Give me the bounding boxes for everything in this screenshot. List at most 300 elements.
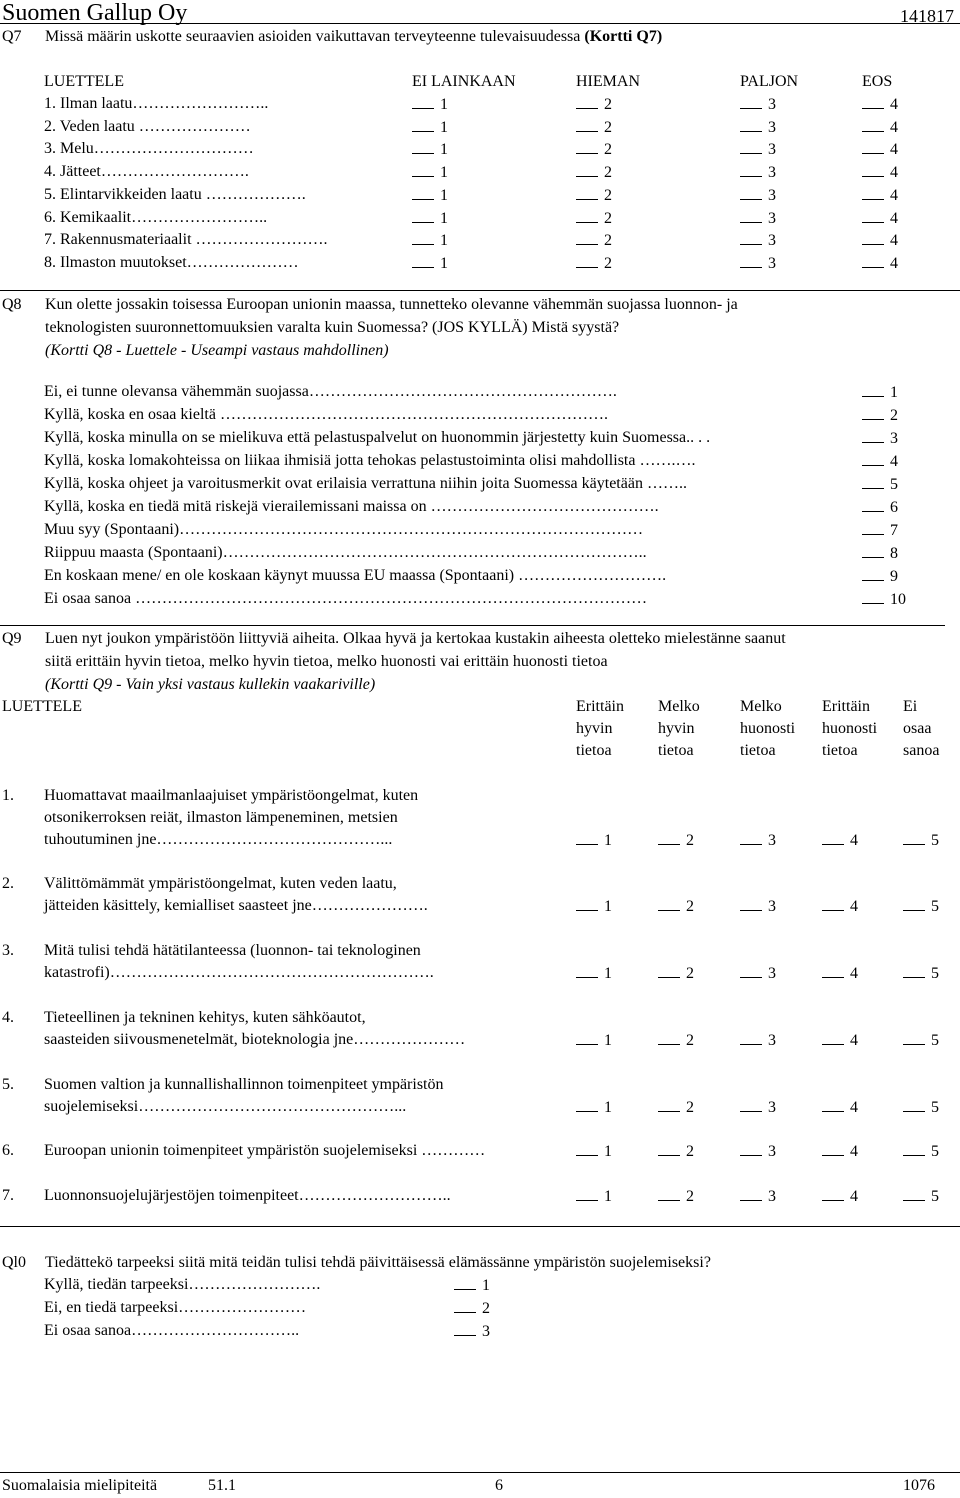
q9-item-3-option-5[interactable] [903,963,939,984]
q8-option-8[interactable] [862,543,898,564]
answer-code: 3 [768,1143,776,1160]
answer-blank[interactable] [862,474,884,489]
answer-code: 4 [890,453,898,470]
answer-blank[interactable] [740,139,762,154]
q10-option-2[interactable] [454,1298,490,1319]
q9-item-2-option-5[interactable] [903,896,939,917]
q8-option-label: Kyllä, koska minulla on se mielikuva että pelastuspalvelut on huonommin järjestetty kuin Suomessa.. . . [44,429,711,446]
q9-item-text: Suomen valtion ja kunnallishallinnon toimenpiteet ympäristön [44,1076,444,1093]
q9-col-header: hyvin [658,720,695,737]
answer-blank[interactable] [412,208,434,223]
q9-item-1-option-4[interactable] [822,830,858,851]
answer-code: 10 [890,591,906,608]
answer-blank[interactable] [576,963,598,978]
answer-blank[interactable] [862,543,884,558]
answer-code: 1 [482,1277,490,1294]
answer-blank[interactable] [740,963,762,978]
q9-item-1-option-2[interactable] [658,830,694,851]
answer-code: 2 [604,164,612,182]
q9-item-text: jätteiden käsittely, kemialliset saasteet jne…………………. [44,897,428,914]
answer-blank[interactable] [740,253,762,268]
q7-item-7-option-4[interactable] [862,230,898,251]
q9-item-5-option-5[interactable] [903,1097,939,1118]
q7-item-4-option-4[interactable] [862,162,898,183]
answer-blank[interactable] [576,830,598,845]
answer-code: 2 [686,1143,694,1160]
q8-option-label: Kyllä, koska en tiedä mitä riskejä vierailemissani maissa on ……………………………………. [44,498,659,515]
q7-list-label: LUETTELE [44,73,124,90]
q9-col-header: osaa [903,720,932,737]
answer-blank[interactable] [658,1097,680,1112]
answer-code: 4 [850,1032,858,1049]
answer-blank[interactable] [862,382,884,397]
q8-option-label: Ei osaa sanoa …………………………………………………………………………………… [44,590,648,607]
q9-item-4-option-4[interactable] [822,1030,858,1051]
answer-blank[interactable] [822,830,844,845]
answer-blank[interactable] [576,1186,598,1201]
answer-blank[interactable] [862,497,884,512]
answer-code: 2 [686,898,694,915]
answer-blank[interactable] [862,208,884,223]
q9-item-6-option-2[interactable] [658,1141,694,1162]
answer-blank[interactable] [740,162,762,177]
answer-code: 1 [440,164,448,182]
answer-blank[interactable] [862,520,884,535]
q9-item-text: tuhoutuminen jne……………………………………... [44,831,393,848]
answer-code: 4 [890,118,898,136]
answer-blank[interactable] [454,1275,476,1290]
answer-blank[interactable] [862,185,884,200]
answer-blank[interactable] [412,162,434,177]
company-name: Suomen Gallup Oy [2,0,188,26]
q8-option-9[interactable] [862,566,898,587]
answer-blank[interactable] [862,139,884,154]
answer-code: 4 [890,141,898,159]
q8-option-2[interactable] [862,405,898,426]
answer-blank[interactable] [576,1141,598,1156]
answer-blank[interactable] [822,1097,844,1112]
answer-blank[interactable] [822,1141,844,1156]
q9-item-7-option-3[interactable] [740,1186,776,1207]
answer-code: 5 [931,1188,939,1205]
q9-item-5-option-3[interactable] [740,1097,776,1118]
answer-blank[interactable] [740,208,762,223]
q10-option-1[interactable] [454,1275,490,1296]
q7-col-2: PALJON [740,73,799,90]
answer-code: 2 [482,1300,490,1317]
q9-item-number: 2. [2,875,14,892]
answer-blank[interactable] [740,896,762,911]
answer-code: 7 [890,522,898,539]
answer-code: 3 [768,232,776,250]
q7-item-5-option-3[interactable] [740,185,776,206]
answer-code: 4 [890,96,898,113]
answer-blank[interactable] [740,94,762,109]
q9-item-1-option-3[interactable] [740,830,776,851]
answer-code: 2 [890,407,898,424]
q9-item-text: suojelemiseksi…………………………………………... [44,1098,407,1115]
q10-question: Tiedättekö tarpeeksi siitä mitä teidän tulisi tehdä päivittäisessä elämässänne ympäristön suojelemiseksi? [45,1254,711,1271]
q8-option-label: Muu syy (Spontaani)…………………………………………………………………………… [44,521,644,538]
q7-item-2-option-3[interactable] [740,117,776,138]
answer-blank[interactable] [454,1298,476,1313]
q9-item-6-option-1[interactable] [576,1141,612,1162]
q7-item-1-option-4[interactable] [862,94,898,115]
answer-blank[interactable] [862,589,884,604]
q9-instruction: (Kortti Q9 - Vain yksi vastaus kullekin vaakariville) [45,676,376,693]
answer-blank[interactable] [576,896,598,911]
q9-col-header: tietoa [822,742,858,759]
q9-item-2-option-3[interactable] [740,896,776,917]
answer-blank[interactable] [576,1030,598,1045]
answer-blank[interactable] [576,1097,598,1112]
answer-code: 1 [604,898,612,915]
q10-id: Ql0 [2,1254,26,1271]
answer-code: 1 [440,96,448,113]
q7-item-3-option-2[interactable] [576,139,612,160]
q7-item-2-option-4[interactable] [862,117,898,138]
answer-code: 2 [604,232,612,250]
answer-blank[interactable] [576,185,598,200]
q8-id: Q8 [2,296,22,313]
q7-item-2-option-1[interactable] [412,117,448,138]
q9-question-line1: Luen nyt joukon ympäristöön liittyviä aiheita. Olkaa hyvä ja kertokaa kustakin aiheesta oletteko mielestänne saanut [45,630,786,647]
q8-option-label: En koskaan mene/ en ole koskaan käynyt muussa EU maassa (Spontaani) ………………………. [44,567,667,584]
answer-blank[interactable] [658,1186,680,1201]
answer-code: 9 [890,568,898,585]
q7-item-5-option-4[interactable] [862,185,898,206]
q9-item-4-option-5[interactable] [903,1030,939,1051]
q8-question-line1: Kun olette jossakin toisessa Euroopan unionin maassa, tunnetteko olevanne vähemmän suojassa luonnon- ja [45,296,738,313]
q9-col-header: hyvin [576,720,613,737]
answer-code: 6 [890,499,898,516]
answer-blank[interactable] [576,253,598,268]
answer-blank[interactable] [412,94,434,109]
q9-col-header: tietoa [576,742,612,759]
answer-code: 2 [604,209,612,227]
answer-blank[interactable] [903,1186,925,1201]
q9-item-3-option-1[interactable] [576,963,612,984]
answer-code: 1 [604,832,612,849]
answer-blank[interactable] [903,963,925,978]
answer-blank[interactable] [903,1030,925,1045]
q7-item-5-option-1[interactable] [412,185,448,206]
answer-blank[interactable] [740,230,762,245]
q7-item-label: 8. Ilmaston muutokset………………… [44,253,299,271]
answer-code: 1 [440,141,448,159]
q9-item-3-option-4[interactable] [822,963,858,984]
answer-blank[interactable] [454,1321,476,1336]
q9-item-1-option-5[interactable] [903,830,939,851]
answer-blank[interactable] [903,1097,925,1112]
q7-item-1-option-1[interactable] [412,94,448,115]
answer-blank[interactable] [412,139,434,154]
answer-code: 4 [850,965,858,982]
q8-option-label: Ei, ei tunne olevansa vähemmän suojassa…………………………………………………. [44,383,617,400]
answer-blank[interactable] [412,253,434,268]
q7-item-8-option-3[interactable] [740,253,776,274]
q9-question-line2: siitä erittäin hyvin tietoa, melko hyvin tietoa, melko huonosti vai erittäin huonosti tietoa [45,653,608,670]
footer-rule [0,1472,960,1473]
q7-item-4-option-2[interactable] [576,162,612,183]
q7-item-8-option-1[interactable] [412,253,448,274]
q9-item-7-option-5[interactable] [903,1186,939,1207]
q7-item-7-option-2[interactable] [576,230,612,251]
q7-question: Missä määrin uskotte seuraavien asioiden vaikuttavan terveyteenne tulevaisuudessa (Kortti Q7) [45,28,663,45]
answer-code: 5 [931,965,939,982]
q8-option-5[interactable] [862,474,898,495]
q9-col-header: Melko [740,698,782,715]
q7-item-7-option-1[interactable] [412,230,448,251]
answer-code: 4 [850,898,858,915]
q7-col-1: HIEMAN [576,73,640,90]
q7-item-4-option-1[interactable] [412,162,448,183]
answer-code: 2 [604,96,612,113]
answer-code: 3 [768,1032,776,1049]
q7-item-6-option-1[interactable] [412,208,448,229]
q9-id: Q9 [2,630,22,647]
q8-option-4[interactable] [862,451,898,472]
answer-code: 5 [931,1143,939,1160]
q7-item-1-option-2[interactable] [576,94,612,115]
answer-code: 3 [768,209,776,227]
answer-code: 4 [890,254,898,272]
answer-code: 8 [890,545,898,562]
answer-blank[interactable] [576,139,598,154]
q9-item-2-option-2[interactable] [658,896,694,917]
answer-blank[interactable] [658,1141,680,1156]
answer-code: 5 [931,1099,939,1116]
q9-item-text: katastrofi)……………………………………………………. [44,964,434,981]
q7-item-label: 4. Jätteet………………………. [44,163,249,181]
answer-code: 3 [768,96,776,113]
answer-code: 4 [850,1188,858,1205]
footer-survey: Suomalaisia mielipiteitä [2,1477,158,1494]
q9-item-7-option-4[interactable] [822,1186,858,1207]
answer-blank[interactable] [740,1097,762,1112]
answer-code: 1 [440,232,448,250]
answer-blank[interactable] [740,117,762,132]
q9-item-6-option-5[interactable] [903,1141,939,1162]
answer-code: 2 [604,118,612,136]
answer-code: 2 [604,254,612,272]
q10-option-3[interactable] [454,1321,490,1342]
answer-blank[interactable] [822,963,844,978]
answer-code: 4 [890,209,898,227]
q7-item-label: 5. Elintarvikkeiden laatu ………………. [44,185,306,203]
q7-item-3-option-3[interactable] [740,139,776,160]
q9-item-6-option-4[interactable] [822,1141,858,1162]
answer-blank[interactable] [412,185,434,200]
q9-item-6-option-3[interactable] [740,1141,776,1162]
q9-item-number: 4. [2,1009,14,1026]
q9-item-7-option-2[interactable] [658,1186,694,1207]
answer-blank[interactable] [740,1141,762,1156]
answer-blank[interactable] [903,830,925,845]
answer-code: 3 [768,898,776,915]
q9-col-header: tietoa [658,742,694,759]
footer-version: 51.1 [208,1477,236,1494]
footer-code: 1076 [903,1477,935,1494]
answer-blank[interactable] [862,94,884,109]
q7-item-1-option-3[interactable] [740,94,776,115]
answer-blank[interactable] [658,1030,680,1045]
q7-item-label: 2. Veden laatu ………………… [44,117,251,135]
q9-col-header: huonosti [822,720,878,737]
q9-item-3-option-2[interactable] [658,963,694,984]
answer-code: 2 [686,1099,694,1116]
answer-code: 1 [440,209,448,227]
q7-item-label: 3. Melu………………………… [44,140,254,158]
q7-item-5-option-2[interactable] [576,185,612,206]
q9-item-text: otsonikerroksen reiät, ilmaston lämpeneminen, metsien [44,809,398,826]
answer-code: 5 [931,832,939,849]
answer-code: 1 [890,384,898,401]
answer-blank[interactable] [862,162,884,177]
q9-col-header: Ei [903,698,918,715]
q8-option-10[interactable] [862,589,906,610]
q9-item-number: 7. [2,1187,14,1204]
q9-item-4-option-3[interactable] [740,1030,776,1051]
answer-blank[interactable] [576,162,598,177]
footer-page-number: 6 [495,1477,503,1494]
answer-blank[interactable] [862,117,884,132]
answer-code: 3 [890,430,898,447]
answer-code: 1 [604,1188,612,1205]
answer-code: 3 [482,1323,490,1340]
q7-item-6-option-3[interactable] [740,208,776,229]
q9-item-number: 5. [2,1076,14,1093]
answer-blank[interactable] [903,1141,925,1156]
answer-code: 1 [604,1032,612,1049]
answer-blank[interactable] [822,896,844,911]
answer-blank[interactable] [822,1186,844,1201]
answer-blank[interactable] [412,117,434,132]
q9-col-header: Melko [658,698,700,715]
answer-code: 4 [850,1143,858,1160]
answer-code: 2 [686,965,694,982]
q7-item-8-option-2[interactable] [576,253,612,274]
q9-item-5-option-4[interactable] [822,1097,858,1118]
q9-item-5-option-1[interactable] [576,1097,612,1118]
answer-blank[interactable] [412,230,434,245]
answer-code: 3 [768,1188,776,1205]
answer-code: 5 [890,476,898,493]
answer-code: 1 [604,1099,612,1116]
q7-item-2-option-2[interactable] [576,117,612,138]
q7-id: Q7 [2,28,22,45]
q7-item-4-option-3[interactable] [740,162,776,183]
q10-option-label: Ei osaa sanoa………………………….. [44,1322,300,1339]
answer-code: 1 [440,186,448,204]
q8-option-label: Kyllä, koska lomakohteissa on liikaa ihmisiä jotta tehokas pelastustoiminta olisi mahdollista …….…. [44,452,696,469]
q9-item-3-option-3[interactable] [740,963,776,984]
answer-code: 4 [890,164,898,182]
q9-item-2-option-4[interactable] [822,896,858,917]
answer-code: 2 [686,1188,694,1205]
answer-blank[interactable] [576,208,598,223]
q8-option-1[interactable] [862,382,898,403]
answer-blank[interactable] [903,896,925,911]
answer-code: 1 [440,118,448,136]
q9-col-header: tietoa [740,742,776,759]
q9-item-2-option-1[interactable] [576,896,612,917]
q9-item-text: Luonnonsuojelujärjestöjen toimenpiteet……………………….. [44,1187,451,1204]
answer-blank[interactable] [740,185,762,200]
answer-blank[interactable] [658,830,680,845]
section-rule-q9 [0,1226,960,1227]
answer-code: 3 [768,186,776,204]
answer-blank[interactable] [862,566,884,581]
answer-code: 3 [768,141,776,159]
answer-code: 1 [604,965,612,982]
answer-code: 1 [440,254,448,272]
q9-item-1-option-1[interactable] [576,830,612,851]
answer-blank[interactable] [658,963,680,978]
q9-col-header: Erittäin [576,698,624,715]
answer-blank[interactable] [576,94,598,109]
q9-item-5-option-2[interactable] [658,1097,694,1118]
answer-blank[interactable] [740,1186,762,1201]
q9-item-4-option-1[interactable] [576,1030,612,1051]
q9-item-text: Mitä tulisi tehdä hätätilanteessa (luonnon- tai teknologinen [44,942,421,959]
q9-item-number: 1. [2,787,14,804]
answer-code: 4 [850,832,858,849]
answer-code: 4 [890,186,898,204]
q9-col-header: huonosti [740,720,796,737]
q7-item-7-option-3[interactable] [740,230,776,251]
q7-item-6-option-4[interactable] [862,208,898,229]
q9-list-label: LUETTELE [2,698,82,715]
answer-blank[interactable] [862,230,884,245]
answer-blank[interactable] [740,830,762,845]
answer-blank[interactable] [658,896,680,911]
q9-item-4-option-2[interactable] [658,1030,694,1051]
q8-option-3[interactable] [862,428,898,449]
q8-option-6[interactable] [862,497,898,518]
answer-blank[interactable] [576,117,598,132]
q7-item-3-option-1[interactable] [412,139,448,160]
q9-item-number: 6. [2,1142,14,1159]
section-rule-q7 [0,290,960,291]
answer-blank[interactable] [862,428,884,443]
answer-code: 2 [604,186,612,204]
q9-item-text: Tieteellinen ja tekninen kehitys, kuten sähköautot, [44,1009,366,1026]
answer-code: 2 [604,141,612,159]
q7-item-3-option-4[interactable] [862,139,898,160]
answer-code: 5 [931,898,939,915]
q7-item-label: 1. Ilman laatu…………………….. [44,95,269,112]
answer-blank[interactable] [862,451,884,466]
q9-item-7-option-1[interactable] [576,1186,612,1207]
answer-blank[interactable] [862,405,884,420]
q7-item-label: 6. Kemikaalit…………………….. [44,208,268,226]
answer-code: 4 [850,1099,858,1116]
answer-code: 5 [931,1032,939,1049]
answer-blank[interactable] [740,1030,762,1045]
answer-blank[interactable] [862,253,884,268]
q9-item-text: Euroopan unionin toimenpiteet ympäristön suojelemiseksi ………… [44,1142,486,1159]
q7-item-8-option-4[interactable] [862,253,898,274]
answer-code: 2 [686,832,694,849]
q7-item-6-option-2[interactable] [576,208,612,229]
answer-code: 3 [768,965,776,982]
answer-blank[interactable] [576,230,598,245]
document-number: 141817 [900,6,954,26]
q7-col-0: EI LAINKAAN [412,73,516,90]
answer-blank[interactable] [822,1030,844,1045]
q8-option-7[interactable] [862,520,898,541]
